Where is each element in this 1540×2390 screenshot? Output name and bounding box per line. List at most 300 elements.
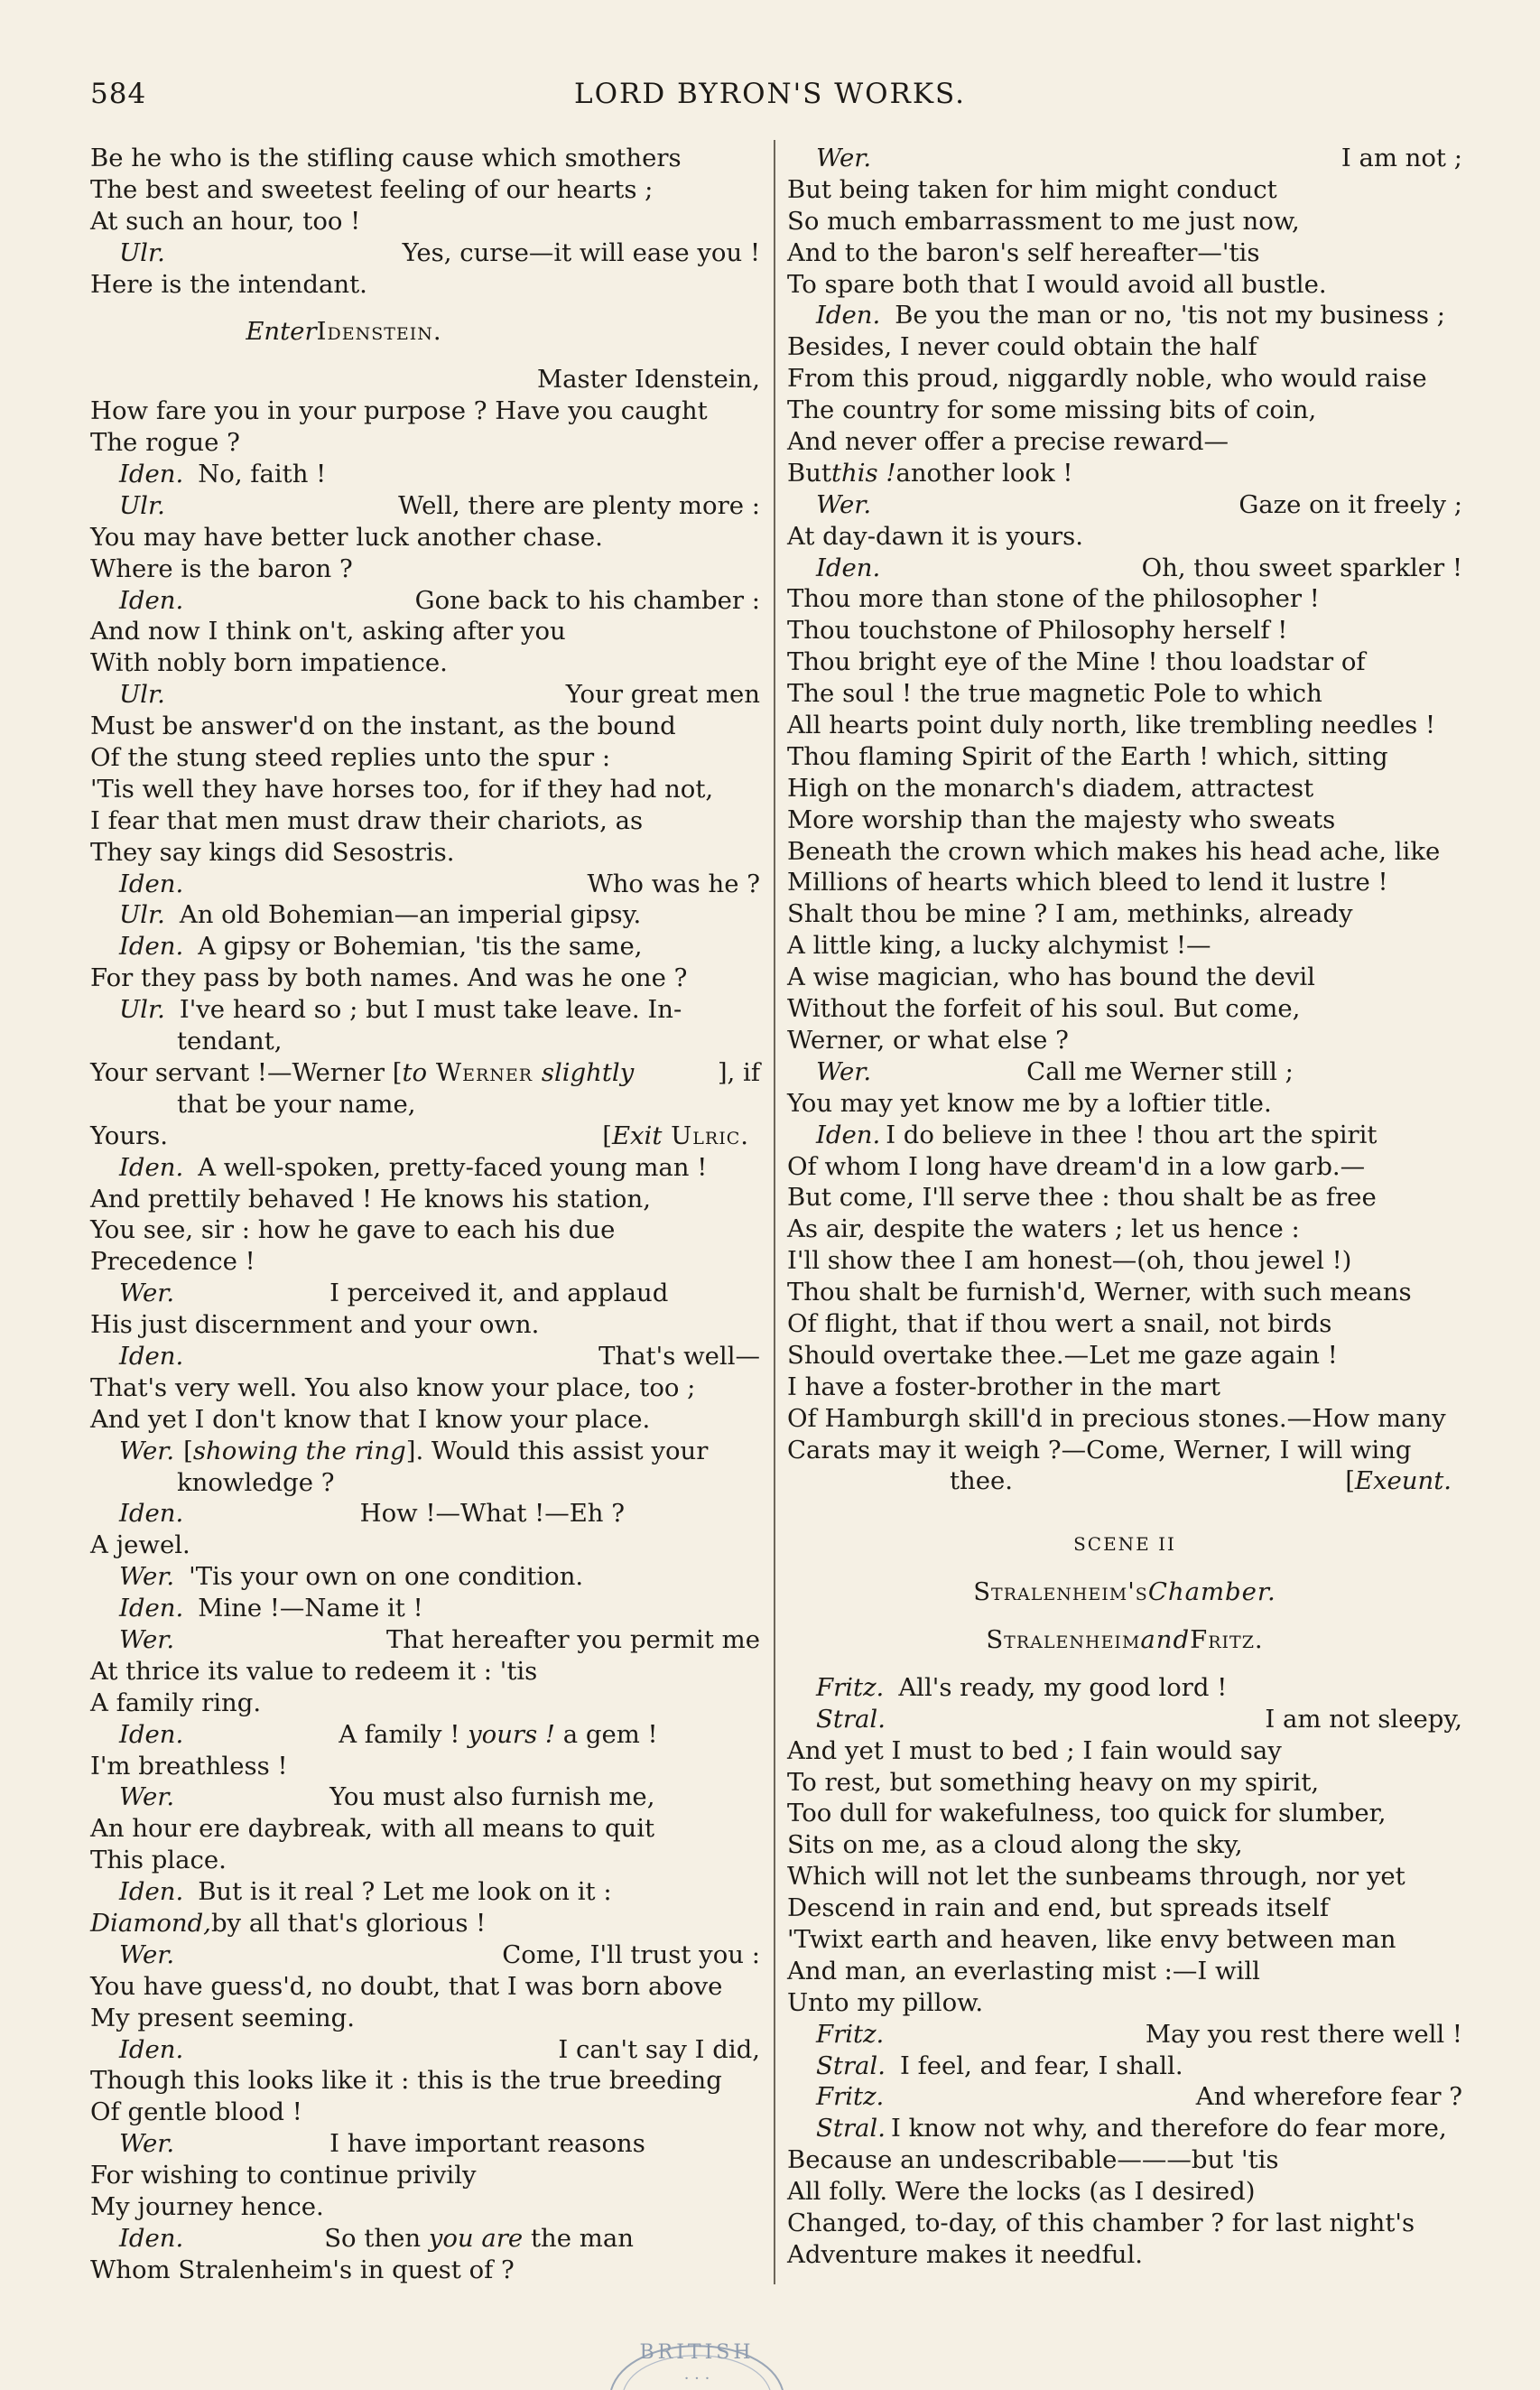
library-stamp <box>602 2313 792 2390</box>
text-line <box>787 1435 1462 1466</box>
speech-text: Gone back to his chamber : <box>414 585 760 615</box>
speech-text: A gipsy or Bohemian, 'tis the same, <box>198 932 643 962</box>
speech-text: So then <box>324 2223 429 2253</box>
stage-direction: slightly <box>541 1057 635 1087</box>
text-line <box>90 679 760 711</box>
text-line <box>90 143 760 174</box>
text-line <box>90 1781 760 1813</box>
text-line <box>90 1624 760 1656</box>
line-text: ]. Would this assist your <box>405 1436 709 1465</box>
speech-text: Oh, thou sweet sparkler ! <box>1141 553 1462 582</box>
text-line <box>787 2208 1462 2239</box>
line-text: I fear that men must draw their chariots, as <box>90 805 644 835</box>
line-text: At thrice its value to redeem it : 'tis <box>90 1656 538 1686</box>
text-line <box>90 1184 760 1215</box>
line-text: ], if <box>717 1057 760 1087</box>
text-line <box>787 1120 1462 1151</box>
line-text: All folly. Were the locks (as I desired) <box>787 2177 1256 2207</box>
text-line <box>787 553 1462 584</box>
text-line <box>90 2097 760 2128</box>
text-line <box>787 2113 1462 2144</box>
text-line <box>90 1467 760 1499</box>
text-line <box>90 174 760 206</box>
page-number: 584 <box>90 78 147 110</box>
line-text: Carats may it weigh ?—Come, Werner, I will wing <box>787 1435 1412 1465</box>
text-line <box>90 1057 760 1089</box>
text-line <box>90 1026 760 1057</box>
speech-text: That hereafter you permit me <box>385 1624 760 1654</box>
speech-text: I am not sleepy, <box>1265 1704 1462 1734</box>
line-text: Be he who is the stifling cause which smothers <box>90 144 682 172</box>
speaker-name: Iden. <box>119 585 184 615</box>
line-text: His just discernment and your own. <box>90 1310 540 1340</box>
speaker-name: Ulr. <box>119 680 165 710</box>
text-line <box>787 426 1462 458</box>
line-text: All hearts point duly north, like trembling needles ! <box>787 711 1436 740</box>
text-line <box>90 427 760 459</box>
bracket: [ <box>602 1121 612 1150</box>
speech-text: I do believe in thee ! thou art the spirit <box>886 1120 1378 1149</box>
text-line <box>787 269 1462 301</box>
text-line <box>787 615 1462 646</box>
text-line <box>787 1861 1462 1892</box>
text-line <box>787 583 1462 615</box>
speech-text: Who was he ? <box>587 869 760 898</box>
text-line <box>787 2144 1462 2176</box>
text-line <box>787 489 1462 521</box>
emphasis: yours ! <box>468 1719 555 1749</box>
stamp-lettering: BRITISH <box>639 2341 755 2364</box>
text-line <box>90 1939 760 1971</box>
speaker-name: Ulr. <box>119 995 165 1025</box>
speech-text: And wherefore fear ? <box>1195 2082 1462 2112</box>
line-text: The best and sweetest feeling of our hearts ; <box>90 174 654 204</box>
line-text: You may have better luck another chase. <box>90 522 603 552</box>
line-text: Whom Stralenheim's in quest of ? <box>90 2255 515 2284</box>
line-text: knowledge ? <box>177 1467 335 1497</box>
text-line <box>90 1751 760 1782</box>
text-line <box>90 774 760 805</box>
speaker-name: Wer. <box>119 1436 175 1465</box>
text-line <box>90 837 760 869</box>
line-text: And prettily behaved ! He knows his station, <box>90 1184 651 1214</box>
line-text: Of Hamburgh skill'd in precious stones.—How many <box>787 1403 1446 1433</box>
text-line <box>787 331 1462 363</box>
text-line <box>90 1876 760 1908</box>
speaker-name: Iden. <box>816 553 881 582</box>
line-text: Werner, or what else ? <box>787 1025 1069 1055</box>
line-text: To rest, but something heavy on my spirit, <box>787 1767 1320 1797</box>
line-text: Thou bright eye of the Mine ! thou loadstar of <box>787 647 1366 677</box>
speech-text: I've heard so ; but I must take leave. In- <box>179 995 682 1025</box>
speaker-name: Iden. <box>816 1120 881 1149</box>
bracket: [ <box>1345 1466 1355 1496</box>
text-line <box>90 1530 760 1561</box>
line-text: Should overtake thee.—Let me gaze again ! <box>787 1340 1338 1370</box>
line-text: Too dull for wakefulness, too quick for slumber, <box>787 1799 1387 1828</box>
text-line <box>787 1892 1462 1924</box>
line-text: 'Twixt earth and heaven, like envy between man <box>787 1924 1396 1954</box>
speech-text: a gem ! <box>554 1719 658 1749</box>
line-text: [ <box>183 1436 193 1465</box>
text-line <box>787 395 1462 426</box>
stage-direction <box>1345 1465 1452 1497</box>
speech-text: May you rest there well ! <box>1145 2019 1462 2049</box>
text-line <box>90 963 760 994</box>
text-line <box>90 2255 760 2286</box>
speech-text: But is it real ? Let me look on it : <box>198 1877 612 1907</box>
line-text: Thou flaming Spirit of the Earth ! which, sitting <box>787 741 1388 771</box>
text-line <box>90 553 760 585</box>
line-text: High on the monarch's diadem, attractest <box>787 773 1314 803</box>
text-line <box>787 898 1462 930</box>
speech-text: A well-spoken, pretty-faced young man ! <box>198 1152 708 1182</box>
line-text: That's very well. You also know your place, too ; <box>90 1372 696 1402</box>
line-text: To spare both that I would avoid all bustle. <box>787 269 1327 299</box>
line-text: Of flight, that if thou wert a snail, not birds <box>787 1308 1332 1338</box>
text-line <box>787 804 1462 836</box>
speech-text: I feel, and fear, I shall. <box>899 2051 1183 2080</box>
text-line <box>90 269 760 301</box>
speaker-name: Wer. <box>119 1782 175 1812</box>
text-line <box>90 1656 760 1688</box>
line-text: thee. <box>950 1466 1014 1496</box>
line-text: Must be answer'd on the instant, as the bound <box>90 711 676 741</box>
text-line <box>787 836 1462 868</box>
speaker-name: Fritz. <box>816 1672 885 1702</box>
line-text: But <box>787 458 831 488</box>
speaker-name: Iden. <box>119 869 184 898</box>
line-text: Master Idenstein, <box>536 365 760 395</box>
scene-location: Chamber. <box>1147 1577 1276 1607</box>
text-line <box>787 2019 1462 2051</box>
text-line <box>90 2160 760 2191</box>
text-line <box>787 174 1462 206</box>
speaker-name: Ulr. <box>119 490 165 520</box>
text-line <box>787 773 1462 804</box>
stage-direction: Exit <box>611 1121 663 1150</box>
text-line <box>90 869 760 900</box>
speech-text: Your great men <box>565 680 760 710</box>
stage-direction: showing the ring <box>192 1436 406 1465</box>
speaker-name: Iden. <box>119 460 184 489</box>
line-text: by all that's glorious ! <box>210 1908 487 1938</box>
speaker-name: Wer. <box>816 1056 872 1086</box>
speech-text: Come, I'll trust you : <box>502 1939 760 1969</box>
text-line <box>787 646 1462 678</box>
line-text: Shalt thou be mine ? I am, methinks, already <box>787 899 1353 929</box>
line-text: My journey hence. <box>90 2192 324 2221</box>
line-text: You see, sir : how he gave to each his due <box>90 1215 616 1245</box>
stage-direction: Enter <box>246 317 317 347</box>
speaker-name: Wer. <box>119 1939 175 1969</box>
text-line <box>787 678 1462 710</box>
scene-heading: SCENE II <box>1073 1533 1176 1556</box>
text-line <box>90 931 760 963</box>
text-line <box>90 647 760 679</box>
speech-text: Gaze on it freely ; <box>1238 489 1462 519</box>
left-text-column <box>90 143 760 2286</box>
text-line <box>787 1735 1462 1767</box>
speech-text: Mine !—Name it ! <box>198 1594 423 1623</box>
line-text: But come, I'll serve thee : thou shalt be as free <box>787 1183 1377 1213</box>
text-line <box>787 1704 1462 1735</box>
line-text: At such an hour, too ! <box>90 206 361 236</box>
speaker-name: Iden. <box>119 1499 184 1529</box>
speech-text: A family ! <box>339 1719 468 1749</box>
text-line <box>787 993 1462 1025</box>
speaker-name: Wer. <box>816 489 872 519</box>
line-text: I have a foster-brother in the mart <box>787 1372 1220 1401</box>
text-line <box>90 1498 760 1530</box>
line-text: that be your name, <box>177 1089 416 1119</box>
line-text: For wishing to continue privily <box>90 2161 477 2190</box>
line-text: Millions of hearts which bleed to lend it lustre ! <box>787 868 1388 897</box>
text-line <box>90 522 760 553</box>
line-text: another look ! <box>895 458 1073 488</box>
line-text: The country for some missing bits of coin, <box>787 395 1317 425</box>
stage-direction: to <box>402 1057 428 1087</box>
text-line <box>90 899 760 931</box>
line-text: Of the stung steed replies unto the spur : <box>90 743 611 773</box>
line-text: Thou touchstone of Philosophy herself ! <box>787 616 1288 646</box>
text-line <box>787 1277 1462 1308</box>
text-line <box>787 458 1462 489</box>
character-name: Idenstein. <box>316 317 442 347</box>
text-line <box>787 1497 1462 1529</box>
line-text: More worship than the majesty who sweats <box>787 804 1336 834</box>
stage-direction: and <box>1140 1624 1191 1654</box>
character-name: Werner <box>427 1057 542 1087</box>
speaker-name: Iden. <box>119 2034 184 2064</box>
text-line <box>90 206 760 237</box>
text-line <box>90 459 760 490</box>
line-text: You may yet know me by a loftier title. <box>787 1088 1272 1118</box>
text-line <box>787 1308 1462 1340</box>
text-line <box>90 1593 760 1624</box>
line-text: And yet I don't know that I know your place. <box>90 1404 651 1434</box>
text-line <box>90 490 760 522</box>
text-line <box>90 348 760 364</box>
text-line <box>90 1719 760 1751</box>
line-text <box>90 1057 760 1089</box>
text-line <box>787 1924 1462 1956</box>
line-text: With nobly born impatience. <box>90 648 448 678</box>
speaker-name: Wer. <box>119 2129 175 2159</box>
line-text: Without the forfeit of his soul. But come, <box>787 994 1301 1024</box>
text-line <box>787 1340 1462 1372</box>
speech-text <box>324 2223 634 2255</box>
speech-text: I know not why, and therefore do fear more, <box>890 2114 1447 2144</box>
line-text: As air, despite the waters ; let us hence : <box>787 1214 1300 1244</box>
speech-text: I can't say I did, <box>558 2034 760 2064</box>
text-line <box>787 2051 1462 2082</box>
text-line <box>90 2223 760 2255</box>
text-line <box>90 994 760 1026</box>
emphasis: Diamond, <box>90 1908 211 1938</box>
line-text: Because an undescribable———but 'tis <box>787 2145 1279 2175</box>
text-line <box>787 867 1462 898</box>
line-text: Precedence ! <box>90 1247 255 1277</box>
text-line <box>787 1576 1462 1608</box>
speaker-name: Iden. <box>119 2223 184 2253</box>
speaker-name: Iden. <box>119 1152 184 1182</box>
text-line <box>787 1245 1462 1277</box>
right-text-column <box>787 143 1462 2271</box>
line-text: Here is the intendant. <box>90 269 367 299</box>
speech-text: 'Tis your own on one condition. <box>189 1562 584 1592</box>
text-line <box>90 711 760 742</box>
speaker-name: Iden. <box>816 301 881 330</box>
speech-text: No, faith ! <box>198 460 327 489</box>
line-text: My present seeming. <box>90 2003 355 2032</box>
line-text: Though this looks like it : this is the true breeding <box>90 2066 722 2096</box>
line-text: You have guess'd, no doubt, that I was born above <box>90 1971 723 2001</box>
line-text: Descend in rain and end, but spreads itself <box>787 1893 1330 1923</box>
line-text: The rogue ? <box>90 428 240 458</box>
text-line <box>90 1089 760 1121</box>
line-text: 'Tis well they have horses too, for if they had not, <box>90 774 714 804</box>
line-text: A jewel. <box>90 1530 190 1560</box>
line-text: I'm breathless ! <box>90 1751 288 1781</box>
speaker-name: Wer. <box>119 1624 175 1654</box>
line-text: And yet I must to bed ; I fain would say <box>787 1735 1282 1765</box>
text-line <box>787 2176 1462 2208</box>
line-text: Adventure makes it needful. <box>787 2239 1144 2269</box>
text-line <box>90 1309 760 1341</box>
speech-text: Yes, curse—it will ease you ! <box>402 237 760 267</box>
line-text: A wise magician, who has bound the devil <box>787 963 1315 992</box>
text-line <box>787 1151 1462 1183</box>
text-line <box>787 1560 1462 1576</box>
text-line <box>90 2034 760 2066</box>
text-line <box>787 710 1462 741</box>
column-divider <box>774 140 775 2284</box>
text-line <box>90 1121 760 1152</box>
text-line <box>90 1561 760 1593</box>
line-text: Your servant !—Werner [ <box>90 1057 403 1087</box>
text-line <box>787 930 1462 962</box>
line-text: Unto my pillow. <box>787 1987 984 2017</box>
speech-text: How !—What !—Eh ? <box>359 1499 625 1529</box>
text-line <box>90 1436 760 1467</box>
line-text: Besides, I never could obtain the half <box>787 332 1257 362</box>
speaker-name: Iden. <box>119 1594 184 1623</box>
text-line <box>90 585 760 617</box>
text-line <box>787 237 1462 269</box>
text-line <box>90 1404 760 1436</box>
text-line <box>90 1372 760 1404</box>
line-text: Beneath the crown which makes his head ache, like <box>787 836 1441 866</box>
line-text: Sits on me, as a cloud along the sky, <box>787 1830 1243 1860</box>
text-line <box>787 521 1462 553</box>
speaker-name: Iden. <box>119 1877 184 1907</box>
text-line <box>787 1372 1462 1403</box>
line-text: Thou more than stone of the philosopher ! <box>787 584 1320 614</box>
text-line <box>90 1908 760 1939</box>
text-line <box>787 1624 1462 1656</box>
line-text: But being taken for him might conduct <box>787 174 1277 204</box>
line-text: How fare you in your purpose ? Have you caught <box>90 396 708 426</box>
speech-text: I have important reasons <box>329 2129 645 2159</box>
text-line <box>90 395 760 427</box>
line-text: And to the baron's self hereafter—'tis <box>787 237 1260 267</box>
text-line <box>787 1056 1462 1088</box>
text-line <box>90 364 760 395</box>
line-text: Yours. <box>90 1121 169 1150</box>
line-text: The soul ! the true magnetic Pole to which <box>787 679 1322 709</box>
text-line <box>787 1767 1462 1799</box>
text-line <box>787 1403 1462 1435</box>
line-text: From this proud, niggardly noble, who would raise <box>787 364 1427 394</box>
speaker-name: Iden. <box>119 1719 184 1749</box>
line-text: So much embarrassment to me just now, <box>787 206 1300 236</box>
text-line <box>787 1956 1462 1987</box>
text-line <box>787 1798 1462 1829</box>
text-line <box>787 2239 1462 2271</box>
text-line <box>787 300 1462 331</box>
line-text: Of gentle blood ! <box>90 2097 302 2127</box>
text-line <box>90 1341 760 1372</box>
text-line <box>787 1465 1462 1497</box>
text-line <box>90 1246 760 1278</box>
character-name: Stralenheim <box>986 1624 1141 1654</box>
speech-text: That's well— <box>598 1341 760 1371</box>
line-text: Changed, to-day, of this chamber ? for last night's <box>787 2209 1415 2237</box>
line-text: tendant, <box>177 1027 283 1056</box>
text-line <box>90 1845 760 1876</box>
speech-text: I am not ; <box>1341 144 1462 172</box>
character-name: Ulric. <box>662 1121 749 1150</box>
text-line <box>787 741 1462 773</box>
speaker-name: Stral. <box>816 1704 886 1734</box>
text-line <box>787 1656 1462 1672</box>
text-line <box>787 363 1462 395</box>
line-text: And now I think on't, asking after you <box>90 617 566 646</box>
speech-text: Be you the man or no, 'tis not my business ; <box>895 301 1445 330</box>
speaker-name: Iden. <box>119 932 184 962</box>
text-line <box>787 1214 1462 1245</box>
speaker-name: Wer. <box>119 1562 175 1592</box>
text-line <box>787 1182 1462 1214</box>
line-text: Where is the baron ? <box>90 553 353 583</box>
line-text: I'll show thee I am honest—(oh, thou jewel !) <box>787 1246 1352 1276</box>
text-line <box>90 1278 760 1309</box>
text-line <box>787 1672 1462 1704</box>
svg-text:· · ·: · · · <box>683 2369 710 2388</box>
text-line <box>90 616 760 647</box>
speaker-name: Wer. <box>816 144 872 172</box>
line-text: And man, an everlasting mist :—I will <box>787 1956 1260 1985</box>
speech-text: All's ready, my good lord ! <box>898 1672 1228 1702</box>
speech-text <box>339 1719 657 1751</box>
text-line <box>787 1829 1462 1861</box>
text-line <box>787 1608 1462 1624</box>
speaker-name: Fritz. <box>816 2019 885 2049</box>
speaker-name: Stral. <box>816 2114 886 2144</box>
line-text: At day-dawn it is yours. <box>787 521 1084 551</box>
line-text: A little king, a lucky alchymist !— <box>787 931 1211 961</box>
text-line <box>90 1688 760 1719</box>
speaker-name: Ulr. <box>119 900 165 930</box>
text-line <box>787 206 1462 237</box>
speech-text: I perceived it, and applaud <box>329 1279 669 1308</box>
text-line <box>90 300 760 316</box>
text-line <box>90 237 760 269</box>
line-text: An hour ere daybreak, with all means to quit <box>90 1814 655 1844</box>
stage-direction <box>602 1121 749 1152</box>
line-text: For they pass by both names. And was he one ? <box>90 963 688 993</box>
